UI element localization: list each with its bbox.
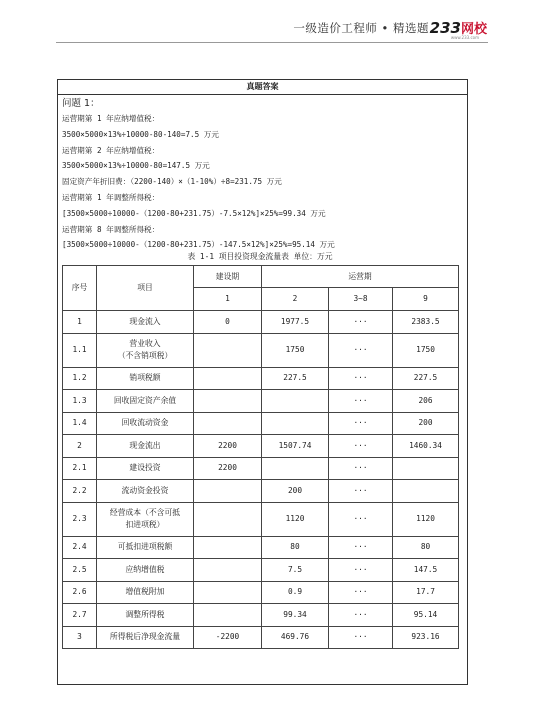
cell-year-2: 99.34 <box>262 604 329 627</box>
cell-year-9 <box>393 480 459 503</box>
answer-line: [3500×5000÷10000-（1200-80+231.75）-147.5×12%]×25%=95.14 万元 <box>62 240 335 250</box>
cell-year-3-8: ··· <box>329 435 393 458</box>
answer-line: 3500×5000×13%÷10000-80=147.5 万元 <box>62 161 210 171</box>
table-caption: 表 1-1 项目投资现金流量表 单位：万元 <box>187 252 333 261</box>
header-construction: 建设期 <box>194 266 262 288</box>
cell-year-1: 0 <box>194 311 262 334</box>
cell-item <box>97 412 194 435</box>
table-row <box>63 480 459 503</box>
answer-line: [3500×5000÷10000-（1200-80+231.75）-7.5×12%]×25%=99.34 万元 <box>62 208 326 218</box>
cell-year-2: 1977.5 <box>262 311 329 334</box>
table-row <box>63 559 459 582</box>
cell-year-2: 7.5 <box>262 559 329 582</box>
header-title: 一级造价工程师 • 精选题 <box>293 21 429 35</box>
cell-year-3-8: ··· <box>329 367 393 390</box>
table-row <box>63 333 459 367</box>
cell-item <box>97 390 194 413</box>
cell-item-text: 可抵扣进项税额 <box>117 542 173 552</box>
cell-seq: 2.1 <box>63 457 97 480</box>
cell-item <box>97 559 194 582</box>
table-row <box>63 626 459 649</box>
logo-sub: www.233.com <box>450 35 479 40</box>
cell-item <box>97 604 194 627</box>
cash-flow-table <box>62 265 459 649</box>
cell-year-1 <box>194 412 262 435</box>
cell-year-9: 1460.34 <box>393 435 459 458</box>
cell-seq: 1.1 <box>63 333 97 367</box>
cell-year-9: 923.16 <box>393 626 459 649</box>
cell-item <box>97 480 194 503</box>
cell-year-3-8: ··· <box>329 412 393 435</box>
cell-seq: 2.5 <box>63 559 97 582</box>
cell-item <box>97 626 194 649</box>
cell-year-3-8: ··· <box>329 311 393 334</box>
cell-item-text: 回收流动资金 <box>121 418 169 428</box>
cell-item-text: 调整所得税 <box>125 609 165 619</box>
cell-item-text-2: （不含销项税） <box>117 351 173 360</box>
cell-year-9: 1750 <box>393 333 459 367</box>
cell-item <box>97 457 194 480</box>
header-year: 2 <box>262 288 329 311</box>
cell-year-9: 17.7 <box>393 581 459 604</box>
cell-year-9: 200 <box>393 412 459 435</box>
answer-content <box>62 96 462 253</box>
cell-item <box>97 367 194 390</box>
cell-year-2 <box>262 412 329 435</box>
table-header-row <box>63 266 459 288</box>
cell-year-1 <box>194 502 262 536</box>
cell-seq: 2.6 <box>63 581 97 604</box>
frame-title: 真题答案 <box>58 80 467 95</box>
header-item: 项目 <box>97 266 194 311</box>
cell-year-1 <box>194 333 262 367</box>
cell-item <box>97 333 194 367</box>
header-year: 1 <box>194 288 262 311</box>
cell-year-1: 2200 <box>194 457 262 480</box>
cell-item-text: 营业收入 <box>129 339 161 348</box>
cell-year-9: 95.14 <box>393 604 459 627</box>
answer-line: 运营期第 1 年应纳增值税： <box>62 114 160 123</box>
header-operation: 运营期 <box>262 266 459 288</box>
cell-seq: 1 <box>63 311 97 334</box>
cell-item <box>97 581 194 604</box>
answer-line: 运营期第 1 年调整所得税： <box>62 192 160 202</box>
cell-year-9: 80 <box>393 536 459 559</box>
cell-item-text: 增值税附加 <box>125 587 165 597</box>
cell-item-text: 所得税后净现金流量 <box>109 632 181 642</box>
cell-seq: 2.4 <box>63 536 97 559</box>
cell-year-1: 2200 <box>194 435 262 458</box>
answer-line: 固定资产年折旧费：（2200-140）×（1-10%）÷8=231.75 万元 <box>62 177 282 187</box>
cell-item <box>97 311 194 334</box>
cell-item-text: 经营成本（不含可抵 <box>109 508 181 517</box>
cell-year-2: 1507.74 <box>262 435 329 458</box>
cell-year-3-8: ··· <box>329 480 393 503</box>
cell-item-text: 建设投资 <box>129 463 161 473</box>
table-row <box>63 536 459 559</box>
table-row <box>63 604 459 627</box>
table-row <box>63 457 459 480</box>
cell-year-2: 200 <box>262 480 329 503</box>
cell-item-text: 应纳增值税 <box>125 564 165 574</box>
cell-year-1 <box>194 367 262 390</box>
page-header <box>0 18 539 38</box>
cell-year-3-8: ··· <box>329 536 393 559</box>
cell-seq: 2.7 <box>63 604 97 627</box>
header-seq: 序号 <box>63 266 97 311</box>
cell-item <box>97 435 194 458</box>
cell-year-9: 206 <box>393 390 459 413</box>
logo-233: 233网校 <box>429 19 487 37</box>
cell-year-2: 469.76 <box>262 626 329 649</box>
cell-year-9: 227.5 <box>393 367 459 390</box>
header-year: 3~8 <box>329 288 393 311</box>
cell-item-text: 销项税额 <box>129 373 161 383</box>
header-divider <box>56 42 488 43</box>
cell-year-9: 1120 <box>393 502 459 536</box>
cell-year-3-8: ··· <box>329 502 393 536</box>
header-year: 9 <box>393 288 459 311</box>
cell-year-1 <box>194 604 262 627</box>
cell-year-1 <box>194 581 262 604</box>
cell-year-2 <box>262 457 329 480</box>
cell-year-1 <box>194 536 262 559</box>
table-body <box>63 311 459 649</box>
cell-year-2: 1750 <box>262 333 329 367</box>
table-row <box>63 502 459 536</box>
cell-item-text: 现金流入 <box>129 316 161 326</box>
cell-item-text: 现金流出 <box>129 440 161 450</box>
question-heading: 问题 1： <box>62 98 100 109</box>
table-row <box>63 435 459 458</box>
cell-year-3-8: ··· <box>329 333 393 367</box>
cell-year-1: -2200 <box>194 626 262 649</box>
table-row <box>63 311 459 334</box>
cell-year-3-8: ··· <box>329 604 393 627</box>
cell-year-3-8: ··· <box>329 581 393 604</box>
cell-year-9 <box>393 457 459 480</box>
cell-seq: 2 <box>63 435 97 458</box>
cell-item-text-2: 扣进项税） <box>125 520 165 529</box>
table-row <box>63 390 459 413</box>
cell-year-9: 2383.5 <box>393 311 459 334</box>
cell-year-2 <box>262 390 329 413</box>
cell-year-3-8: ··· <box>329 457 393 480</box>
cell-year-1 <box>194 559 262 582</box>
answer-line: 运营期第 2 年应纳增值税： <box>62 145 160 155</box>
cell-year-3-8: ··· <box>329 390 393 413</box>
cell-item <box>97 536 194 559</box>
answer-line: 3500×5000×13%÷10000-80-140=7.5 万元 <box>62 129 219 139</box>
cell-year-9: 147.5 <box>393 559 459 582</box>
cell-year-3-8: ··· <box>329 559 393 582</box>
table-row <box>63 581 459 604</box>
cell-item <box>97 502 194 536</box>
cell-seq: 1.2 <box>63 367 97 390</box>
cell-seq: 1.3 <box>63 390 97 413</box>
cell-year-2: 80 <box>262 536 329 559</box>
cell-seq: 2.3 <box>63 502 97 536</box>
cell-year-2: 1120 <box>262 502 329 536</box>
cell-seq: 1.4 <box>63 412 97 435</box>
cell-year-2: 0.9 <box>262 581 329 604</box>
table-row <box>63 412 459 435</box>
cell-seq: 3 <box>63 626 97 649</box>
answer-line: 运营期第 8 年调整所得税： <box>62 224 160 234</box>
cell-seq: 2.2 <box>63 480 97 503</box>
cell-year-2: 227.5 <box>262 367 329 390</box>
cell-year-1 <box>194 390 262 413</box>
cell-item-text: 流动资金投资 <box>121 485 169 495</box>
table-row <box>63 367 459 390</box>
cell-item-text: 回收固定资产余值 <box>113 395 177 405</box>
cell-year-3-8: ··· <box>329 626 393 649</box>
cell-year-1 <box>194 480 262 503</box>
